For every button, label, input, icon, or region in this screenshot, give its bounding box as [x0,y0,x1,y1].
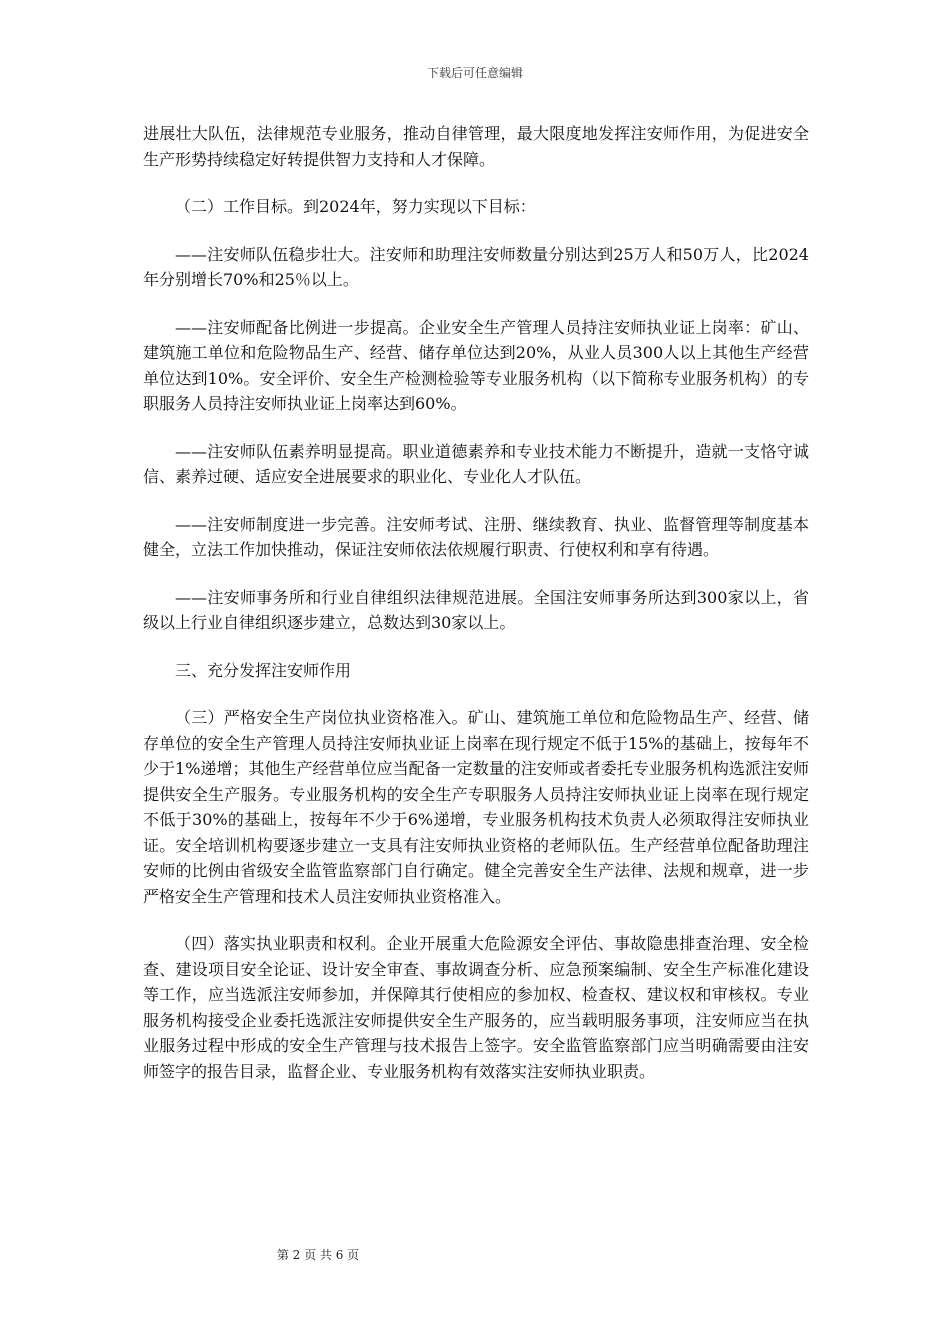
paragraph-goal-quality: ——注安师队伍素养明显提高。职业道德素养和专业技术能力不断提升，造就一支恪守诚信、素养过硬、适应安全进展要求的职业化、专业化人才队伍。 [143,441,809,486]
paragraph-goal-firms: ——注安师事务所和行业自律组织法律规范进展。全国注安师事务所达到300家以上，省级以上行业自律组织逐步建立，总数达到30家以上。 [143,587,809,632]
paragraph-goal-system: ——注安师制度进一步完善。注安师考试、注册、继续教育、执业、监督管理等制度基本健全，立法工作加快推动，保证注安师依法依规履行职责、行使权利和享有待遇。 [143,514,809,559]
paragraph-work-goals: （二）工作目标。到2024年，努力实现以下目标： [175,197,536,216]
page-footer: 第 2 页 共 6 页 [276,1248,360,1262]
paragraph-goal-staffing-ratio: ——注安师配备比例进一步提高。企业安全生产管理人员持注安师执业证上岗率：矿山、建筑施工单位和危险物品生产、经营、储存单位达到20%，从业人员300人以上其他生产经营单位达到10%。安全评价、安全生产检测检验等专业服务机构（以下简称专业服务机构）的专职服务人员持注安师执业证上岗率达到60%。 [143,317,809,413]
page-header: 下载后可任意编辑 [426,66,523,80]
document-body [143,121,809,1106]
paragraph-intro-continuation: 进展壮大队伍，法律规范专业服务，推动自律管理，最大限度地发挥注安师作用，为促进安全生产形势持续稳定好转提供智力支持和人才保障。 [143,124,809,169]
section-heading-3: 三、充分发挥注安师作用 [175,660,352,680]
paragraph-qualification-access: （三）严格安全生产岗位执业资格准入。矿山、建筑施工单位和危险物品生产、经营、储存单位的安全生产管理人员持注安师执业证上岗率在现行规定不低于15%的基础上，按每年不少于1%递增；其他生产经营单位应当配备一定数量的注安师或者委托专业服务机构选派注安师提供安全生产服务。专业服务机构的安全生产专职服务人员持注安师执业证上岗率在现行规定不低于30%的基础上，按每年不少于6%递增，专业服务机构技术负责人必须取得注安师执业证。安全培训机构要逐步建立一支具有注安师执业资格的老师队伍。生产经营单位配备助理注安师的比例由省级安全监管监察部门自行确定。健全完善安全生产法律、法规和规章，进一步严格安全生产管理和技术人员注安师执业资格准入。 [143,708,809,906]
paragraph-duties-rights: （四）落实执业职责和权利。企业开展重大危险源安全评估、事故隐患排查治理、安全检查、建设项目安全论证、设计安全审查、事故调查分析、应急预案编制、安全生产标准化建设等工作，应当选派注安师参加，并保障其行使相应的参加权、检查权、建议权和审核权。专业服务机构接受企业委托选派注安师提供安全生产服务的，应当载明服务事项，注安师应当在执业服务过程中形成的安全生产管理与技术报告上签字。安全监管监察部门应当明确需要由注安师签字的报告目录，监督企业、专业服务机构有效落实注安师执业职责。 [143,934,809,1081]
paragraph-goal-team-growth: ——注安师队伍稳步壮大。注安师和助理注安师数量分别达到25万人和50万人，比2024年分别增长70%和25％以上。 [143,244,809,289]
